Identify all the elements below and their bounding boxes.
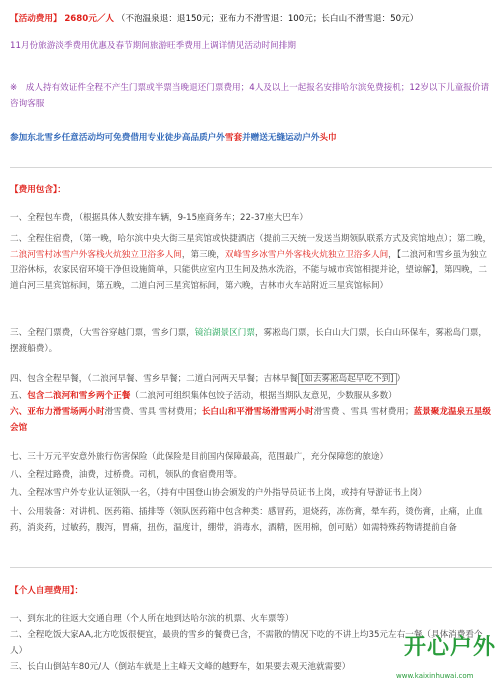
star-note: ※ 成人持有效证件全程不产生门票或半票当晚退还门票费用；4人及以上一起报名安排哈尔滨免费接机；12岁以下儿童报价请咨询客服 bbox=[10, 83, 490, 109]
include-header: 【费用包含】： bbox=[10, 185, 66, 195]
inc3-highlight: 镜泊湖景区门票 bbox=[194, 328, 255, 338]
gear-item-1: 雪套 bbox=[224, 133, 243, 143]
inc6-text-c: 、雪具 雪材费用； bbox=[130, 407, 202, 417]
self-pay-header: 【个人自理费用】： bbox=[10, 586, 84, 596]
watermark-logo bbox=[392, 626, 498, 680]
include-item-2 bbox=[10, 232, 492, 294]
inc2-text-c: ，第三晚， bbox=[181, 249, 225, 260]
include-item-6 bbox=[10, 405, 492, 436]
inc6-text-b: 滑雪费 bbox=[104, 407, 131, 417]
november-note: 11月份旅游淡季费用优惠及春节期间旅游旺季费用上调详情见活动时间排期 bbox=[10, 41, 296, 51]
logo-url: www.kaixinhuwai.com bbox=[396, 672, 474, 680]
inc5-text-c: （二浪河可组织集体包饺子活动，根据当期队友意见，少数服从多数） bbox=[130, 391, 397, 401]
fee-line bbox=[10, 12, 492, 28]
include-item-7: 七、三十万元平安意外旅行伤害保险（此保险是目前国内保障最高，范围最广，充分保障您的旅途） bbox=[10, 452, 389, 462]
include-item-3 bbox=[10, 326, 492, 357]
inc2-highlight-2: 双峰雪乡冰雪户外客栈火炕独立卫浴多人间 bbox=[224, 249, 389, 260]
gear-mid: 并赠送无缝运动户外 bbox=[242, 133, 320, 143]
self-pay-item-1: 一、到东北的往返大交通自理（个人所在地到达哈尔滨的机票、火车票等） bbox=[10, 614, 294, 624]
inc2-text-a: 二、全程住宿费，（第一晚，哈尔滨中央大街三星宾馆或快捷酒店（提前三天统一发送当期领队联系方式及宾馆地点）；第二晚， bbox=[10, 234, 492, 244]
divider bbox=[10, 567, 492, 568]
inc5-highlight: 包含二浪河和雪乡两个正餐 bbox=[27, 391, 131, 401]
include-item-9: 九、全程冰雪户外专业认证领队一名，（持有中国登山协会颁发的户外指导员证书上岗，或持有导游证书上岗） bbox=[10, 488, 427, 498]
inc2-text-e: ，【二浪河和雪乡虽为独立卫浴休标，农家民宿环境干净但设施简单，只能供应室内卫生间及热水洗浴，不能与城市宾馆相提并论，望谅解】，第四晚，二道白河三星宾馆标间，第五晚，二道白河三星宾馆标间，第六晚，吉林市火车站附近三星宾馆标间） bbox=[10, 249, 487, 291]
inc4-text-c: ） bbox=[396, 374, 406, 384]
inc6-highlight-1: 六、亚布力滑雪场两小时 bbox=[10, 407, 105, 417]
include-item-10: 十、公用装备：对讲机、医药箱、插排等（领队医药箱中包含种类：感冒药，退烧药，冻伤膏，晕车药，烫伤膏，止痛，止血药，消炎药，过敏药，腹泻，胃痛，扭伤，温度计，绷带，消毒水，酒精，医用棉，创可贴）如需特殊药物请提前自备 bbox=[10, 507, 483, 533]
inc6-highlight-3: 蓝景聚龙温泉五星级会馆 bbox=[10, 407, 491, 433]
fee-label: 【活动费用】 bbox=[10, 14, 62, 24]
logo-text: 开心户外 bbox=[404, 634, 497, 660]
inc6-highlight-2: 长白山和平滑雪场滑雪两小时 bbox=[201, 407, 314, 417]
fee-note: （不泡温泉退：退150元；亚布力不滑雪退：100元；长白山不滑雪退：50元） bbox=[116, 14, 419, 24]
inc4-text-a: 四、包含全程早餐，（二浪河早餐、雪乡早餐；二道白河两天早餐；吉林早餐 bbox=[10, 374, 298, 384]
inc2-highlight-1: 二浪河雪村冰雪户外客栈火炕独立卫浴多人间 bbox=[10, 249, 182, 260]
self-pay-item-3: 三、长白山倒站车80元/人（倒站车就是上主峰天文峰的越野车，如果要去观天池就需要） bbox=[10, 662, 351, 672]
gear-item-2: 头巾 bbox=[319, 133, 337, 143]
self-pay-item-2: 二、全程吃饭大家AA,北方吃饭很便宜，最贵的雪乡的餐费已含，不需散的情况下吃的不讲上均35元左右一餐（具体消费看个人） bbox=[10, 630, 483, 656]
inc3-text-a: 三、全程门票费，（大雪谷穿越门票，雪乡门票， bbox=[10, 328, 195, 338]
divider bbox=[10, 167, 492, 168]
include-item-5 bbox=[10, 389, 492, 405]
include-item-1: 一、全程包车费，（根据具体人数安排车辆，9-15座商务车；22-37座大巴车） bbox=[10, 213, 308, 223]
include-item-8: 八、全程过路费，油费，过桥费。司机，领队的食宿费用等。 bbox=[10, 470, 243, 480]
inc6-text-e: 滑雪费 、雪具 雪材费用； bbox=[313, 407, 414, 417]
gear-prefix: 参加东北雪乡任意活动均可免费借用专业徒步高品质户外 bbox=[10, 133, 225, 143]
inc5-text-a: 五、 bbox=[10, 391, 28, 401]
inc3-text-c: ，雾凇岛门票，长白山大门票，长白山环保车，雾凇岛门票，摆渡船费）。 bbox=[10, 328, 487, 354]
include-item-4 bbox=[10, 372, 492, 388]
fee-price: 2680元／人 bbox=[64, 14, 115, 24]
gear-note bbox=[10, 131, 492, 147]
inc4-boxed-note: [如去雾凇岛起早吃不到] bbox=[298, 373, 397, 385]
